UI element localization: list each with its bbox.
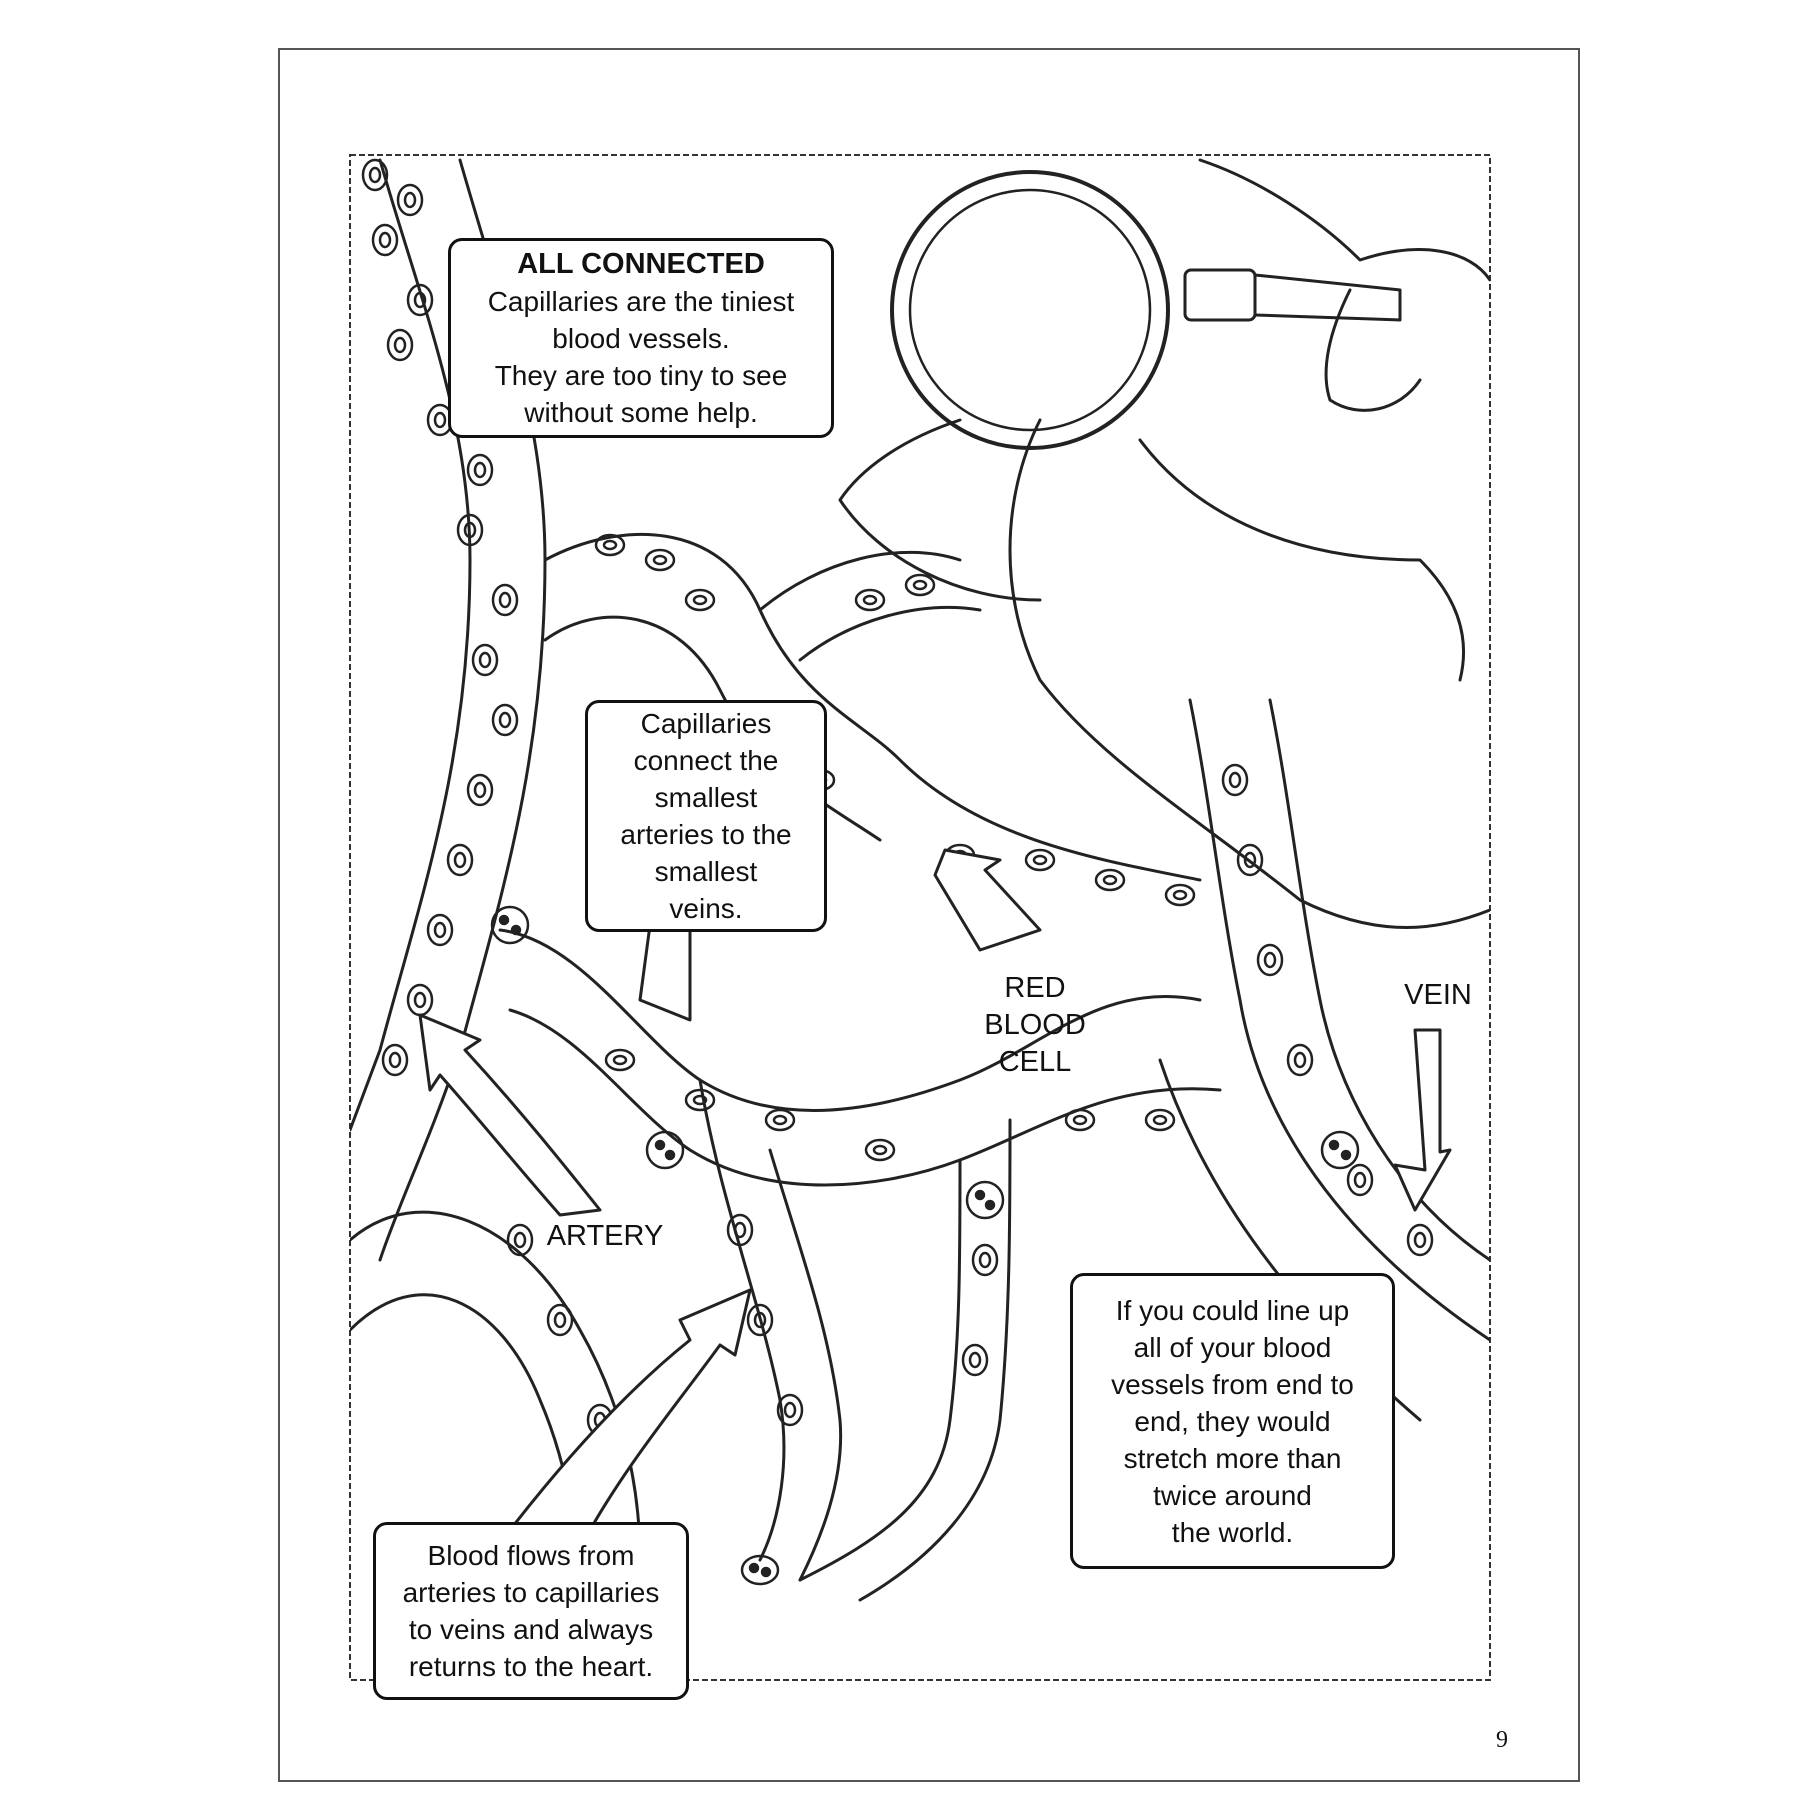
label-red-blood-cell: RED BLOOD CELL bbox=[984, 972, 1086, 1078]
callout-blood-flows bbox=[373, 1522, 689, 1700]
capillary bbox=[760, 552, 960, 610]
label-artery: ARTERY bbox=[546, 1220, 664, 1252]
callout-title: ALL CONNECTED bbox=[517, 247, 765, 280]
callout-text: Capillaries are the tiniest blood vessels. They are too tiny to see without some help. bbox=[487, 285, 795, 428]
callout-capillaries-connect bbox=[585, 700, 827, 932]
capillary bbox=[800, 607, 980, 660]
capillary bbox=[770, 1150, 841, 1580]
capillary bbox=[800, 1160, 960, 1580]
callout-text: Capillaries connect the smallest arteries to the smallest veins. bbox=[620, 708, 792, 924]
red-blood-cell-arrow bbox=[935, 850, 1040, 950]
capillary bbox=[510, 1010, 1220, 1185]
callout-line-up bbox=[1070, 1273, 1395, 1569]
callout-text: If you could line up all of your blood vessels from end to end, they would stretch more than twice around the world. bbox=[1111, 1294, 1354, 1548]
label-vein: VEIN bbox=[1404, 979, 1472, 1011]
callout-text: Blood flows from arteries to capillaries to veins and always returns to the heart. bbox=[402, 1540, 660, 1682]
page-number: 9 bbox=[1496, 1727, 1508, 1753]
callout-all-connected bbox=[448, 238, 834, 438]
vein-arrow bbox=[1395, 1030, 1450, 1210]
callout-pointer bbox=[640, 925, 690, 1020]
flow-arrow bbox=[510, 1290, 750, 1530]
magnifying-glass bbox=[892, 172, 1400, 448]
